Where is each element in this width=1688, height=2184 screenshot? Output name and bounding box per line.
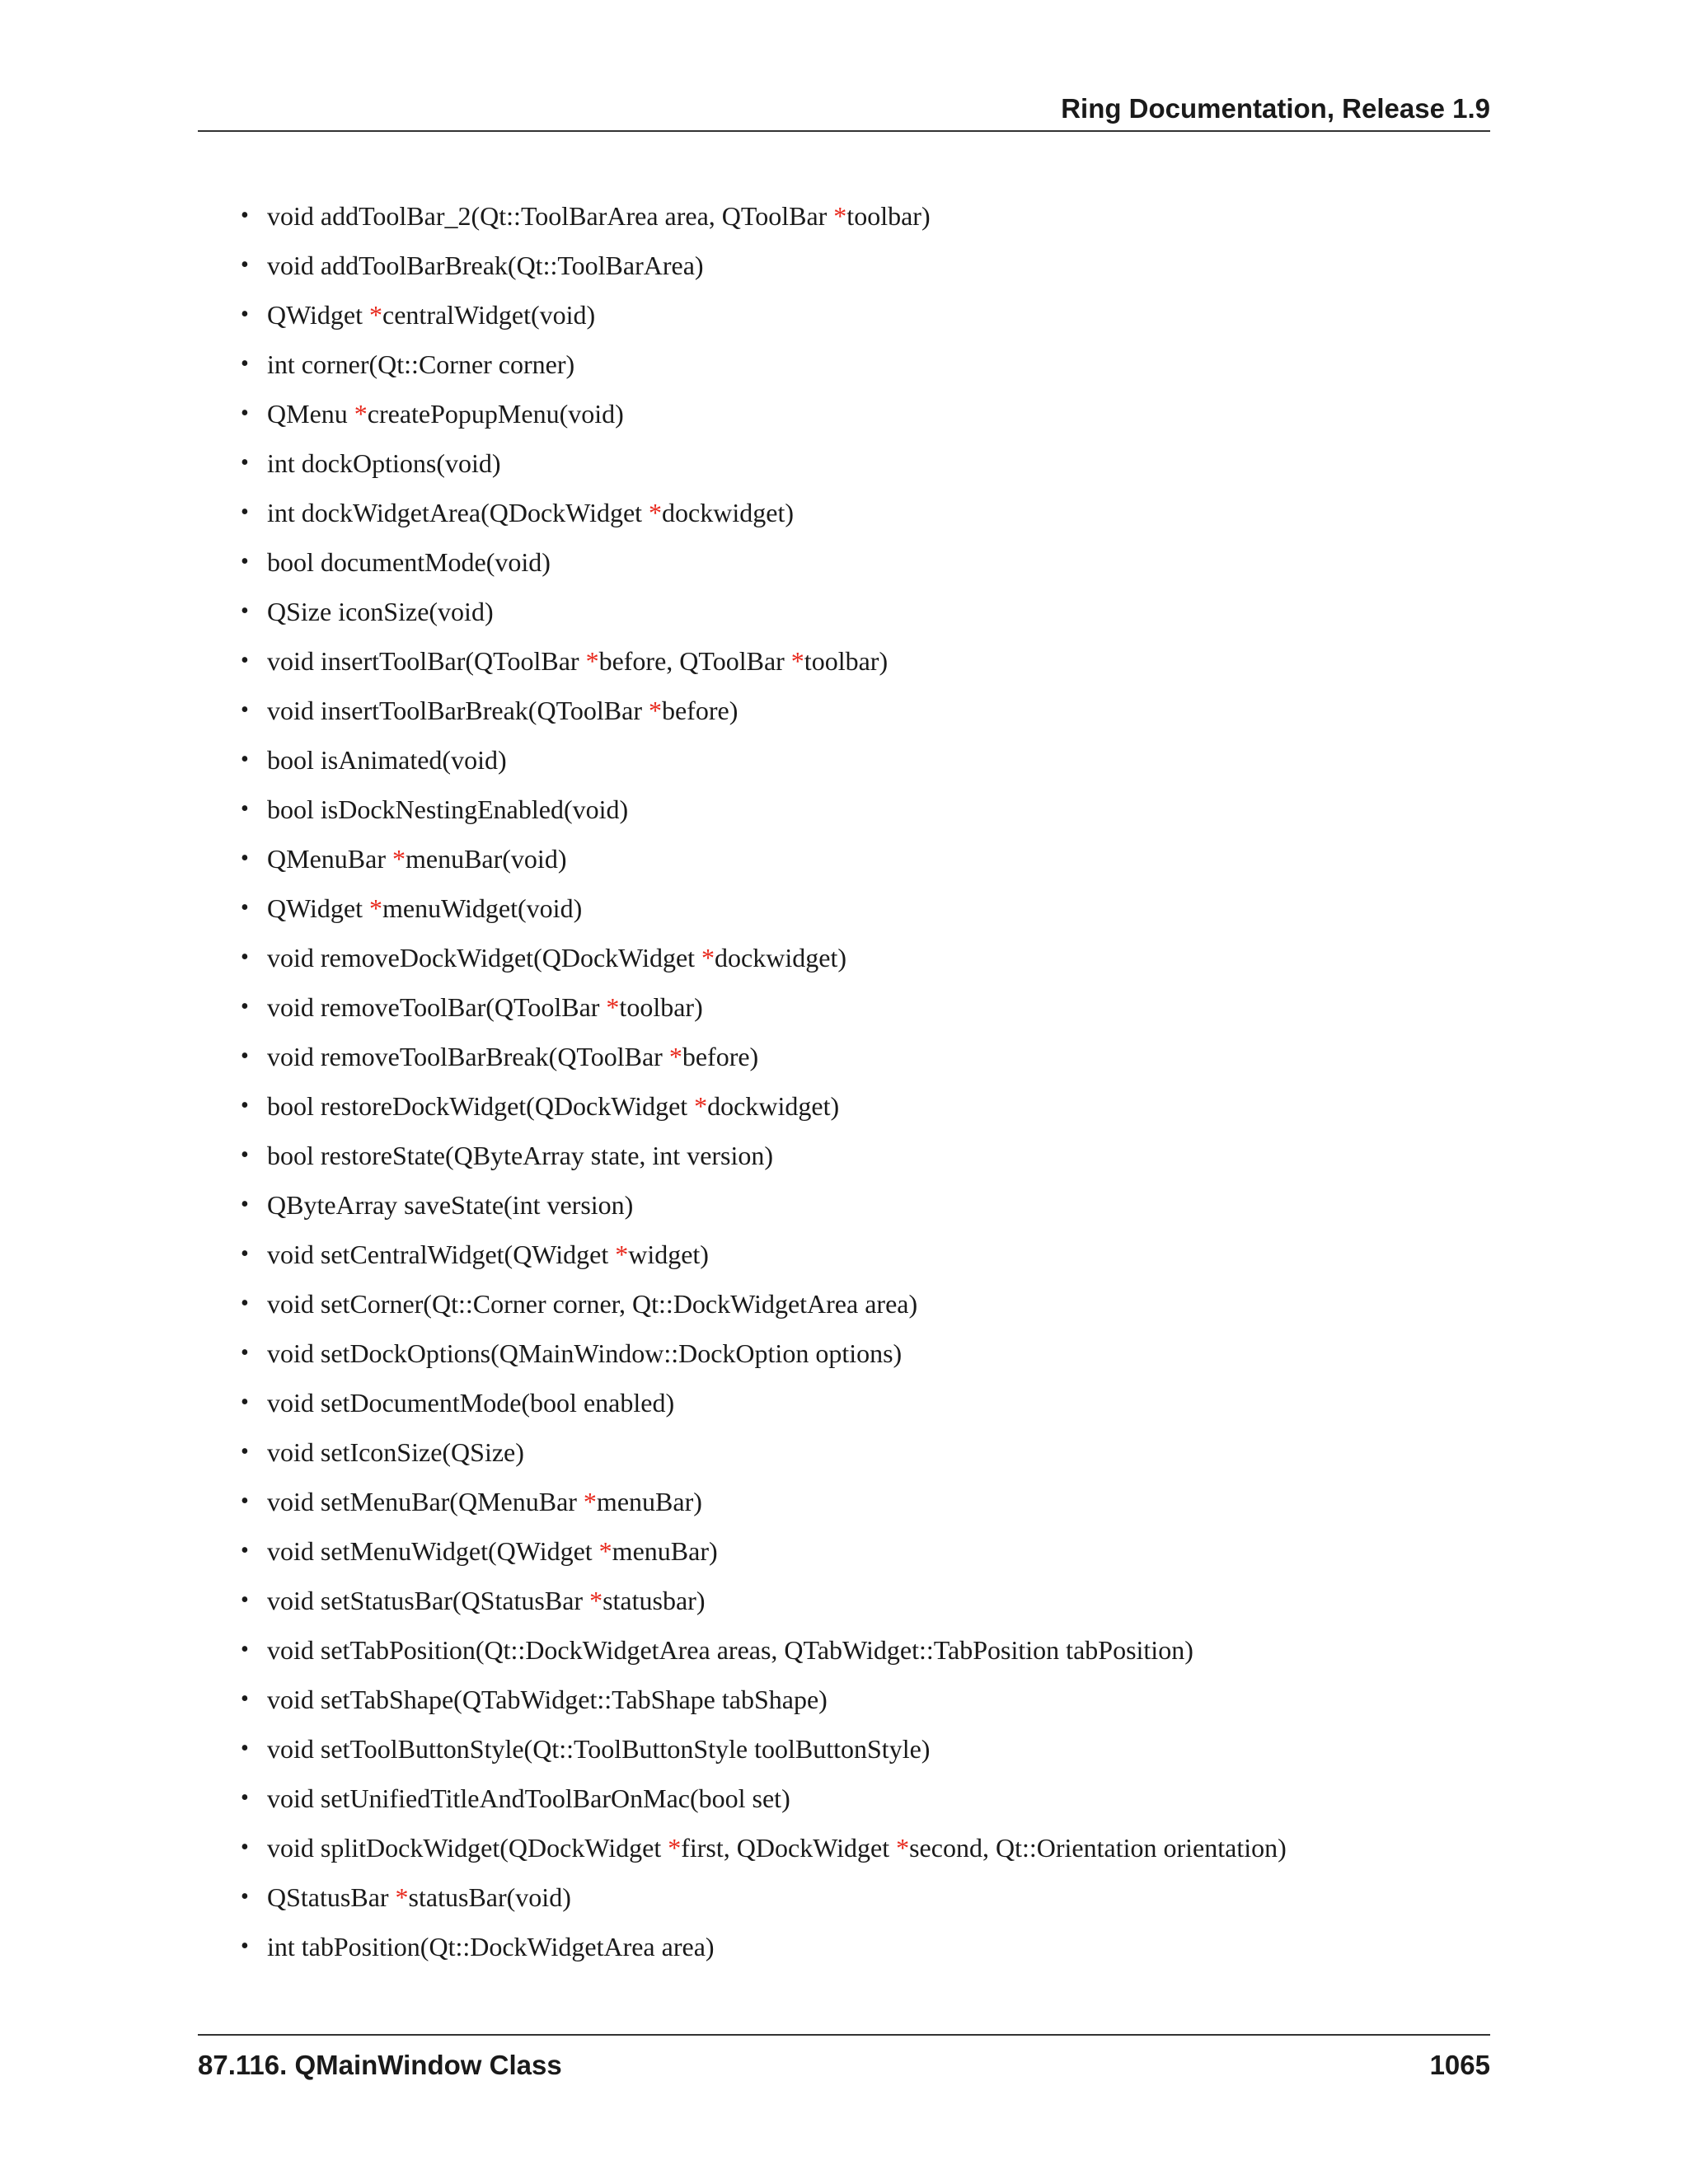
method-signature-text: QSize iconSize(void) [267,597,494,626]
page-number: 1065 [1429,2050,1490,2080]
method-signature-text: void setCentralWidget(QWidget [267,1240,616,1269]
method-list-item [239,1576,1287,1625]
pointer-asterisk: * [583,1487,597,1516]
method-signature-text: void setTabShape(QTabWidget::TabShape tabShape) [267,1685,828,1714]
bullet-icon: • [241,1340,249,1366]
method-signature-text: bool restoreState(QByteArray state, int version) [267,1141,774,1170]
bullet-icon: • [241,1587,249,1613]
method-signature-text: QMenuBar [267,844,392,874]
method-signature-text: void setIconSize(QSize) [267,1437,524,1467]
method-list-item [239,1131,1287,1180]
method-signature-text: QByteArray saveState(int version) [267,1190,634,1220]
method-signature-text: createPopupMenu(void) [367,399,624,429]
bullet-icon: • [241,1192,249,1217]
section-title: 87.116. QMainWindow Class [198,2050,562,2080]
method-signature-text: int tabPosition(Qt::DockWidgetArea area) [267,1932,715,1961]
bullet-icon: • [241,1637,249,1662]
method-signature-text: dockwidget) [715,943,846,972]
method-signature-text: menuBar) [596,1487,702,1516]
pointer-asterisk: * [615,1240,629,1269]
page-footer [198,2034,1490,2093]
method-list-item [239,1922,1287,1971]
method-signature-text: int corner(Qt::Corner corner) [267,349,575,379]
bullet-icon: • [241,1043,249,1069]
bullet-icon: • [241,302,249,327]
bullet-icon: • [241,1736,249,1761]
bullet-icon: • [241,598,249,624]
method-signature-text: void setDockOptions(QMainWindow::DockOption options) [267,1338,903,1368]
method-signature-text: statusBar(void) [408,1882,571,1912]
pointer-asterisk: * [694,1091,708,1121]
method-list [239,191,1287,1971]
method-list-item [239,241,1287,290]
method-list-item [239,1477,1287,1526]
bullet-icon: • [241,1488,249,1514]
bullet-icon: • [241,1390,249,1415]
method-list-item [239,389,1287,438]
bullet-icon: • [241,648,249,673]
bullet-icon: • [241,499,249,525]
method-signature-text: void setCorner(Qt::Corner corner, Qt::DockWidgetArea area) [267,1289,918,1319]
method-signature-text: bool restoreDockWidget(QDockWidget [267,1091,695,1121]
method-list-item [239,785,1287,834]
pointer-asterisk: * [369,893,383,923]
method-signature-text: void setTabPosition(Qt::DockWidgetArea areas, QTabWidget::TabPosition tabPosition) [267,1635,1193,1665]
bullet-icon: • [241,1884,249,1910]
method-list-item [239,933,1287,982]
method-signature-text: void setMenuBar(QMenuBar [267,1487,584,1516]
pointer-asterisk: * [701,943,715,972]
method-list-item [239,636,1287,686]
method-list-item [239,1230,1287,1279]
method-list-item [239,1774,1287,1823]
method-signature-text: void setToolButtonStyle(Qt::ToolButtonStyle toolButtonStyle) [267,1734,931,1764]
bullet-icon: • [241,1093,249,1118]
method-signature-text: before) [661,696,738,725]
method-signature-text: void removeDockWidget(QDockWidget [267,943,702,972]
method-list-item [239,1081,1287,1131]
method-signature-text: void setUnifiedTitleAndToolBarOnMac(bool set) [267,1783,790,1813]
bullet-icon: • [241,1538,249,1563]
pointer-asterisk: * [833,201,847,231]
bullet-icon: • [241,1142,249,1168]
method-list-item [239,488,1287,537]
bullet-icon: • [241,1835,249,1860]
bullet-icon: • [241,697,249,723]
method-signature-text: QWidget [267,300,370,330]
method-signature-text: first, QDockWidget [681,1833,897,1863]
method-signature-text: dockwidget) [662,498,794,527]
method-signature-text: void setStatusBar(QStatusBar [267,1586,590,1615]
method-signature-text: menuBar) [612,1536,718,1566]
method-signature-text: toolbar) [804,646,889,676]
method-signature-text: int dockOptions(void) [267,448,501,478]
method-signature-text: void insertToolBar(QToolBar [267,646,586,676]
pointer-asterisk: * [589,1586,603,1615]
pointer-asterisk: * [649,498,663,527]
method-list-item [239,834,1287,883]
pointer-asterisk: * [354,399,368,429]
pointer-asterisk: * [392,844,406,874]
method-list-item [239,735,1287,785]
method-list-item [239,883,1287,933]
method-list-item [239,587,1287,636]
bullet-icon: • [241,846,249,871]
bullet-icon: • [241,1241,249,1267]
method-list-item [239,1378,1287,1427]
bullet-icon: • [241,401,249,426]
method-list-item [239,340,1287,389]
method-list-item [239,191,1287,241]
bullet-icon: • [241,796,249,822]
method-signature-text: QWidget [267,893,370,923]
bullet-icon: • [241,203,249,228]
method-signature-text: void addToolBar_2(Qt::ToolBarArea area, QToolBar [267,201,834,231]
method-signature-text: QStatusBar [267,1882,396,1912]
method-list-item [239,1180,1287,1230]
method-signature-text: bool documentMode(void) [267,547,551,577]
method-list-item [239,438,1287,488]
pointer-asterisk: * [369,300,383,330]
method-signature-text: statusbar) [603,1586,706,1615]
method-signature-text: toolbar) [619,992,703,1022]
method-list-item [239,1279,1287,1329]
pointer-asterisk: * [790,646,804,676]
method-signature-text: bool isDockNestingEnabled(void) [267,794,629,824]
method-signature-text: bool isAnimated(void) [267,745,507,775]
pointer-asterisk: * [668,1042,682,1071]
bullet-icon: • [241,1291,249,1316]
method-signature-text: before, QToolBar [598,646,791,676]
bullet-icon: • [241,549,249,574]
bullet-icon: • [241,1686,249,1712]
bullet-icon: • [241,252,249,278]
bullet-icon: • [241,1439,249,1465]
method-signature-text: centralWidget(void) [382,300,596,330]
method-list-item [239,1823,1287,1872]
method-list-item [239,1675,1287,1724]
pointer-asterisk: * [896,1833,910,1863]
bullet-icon: • [241,747,249,772]
method-signature-text: void removeToolBar(QToolBar [267,992,607,1022]
method-signature-text: void setDocumentMode(bool enabled) [267,1388,675,1418]
method-list-item [239,1329,1287,1378]
method-signature-text: widget) [628,1240,709,1269]
pointer-asterisk: * [395,1882,409,1912]
method-signature-text: int dockWidgetArea(QDockWidget [267,498,649,527]
method-list-item [239,1427,1287,1477]
bullet-icon: • [241,895,249,921]
method-list-item [239,982,1287,1032]
method-list-item [239,1872,1287,1922]
pointer-asterisk: * [668,1833,682,1863]
method-list-item [239,1526,1287,1576]
method-signature-text: void addToolBarBreak(Qt::ToolBarArea) [267,251,704,280]
pointer-asterisk: * [585,646,599,676]
method-signature-text: void insertToolBarBreak(QToolBar [267,696,649,725]
pointer-asterisk: * [598,1536,612,1566]
method-signature-text: before) [682,1042,759,1071]
bullet-icon: • [241,351,249,377]
pointer-asterisk: * [606,992,620,1022]
bullet-icon: • [241,450,249,476]
method-signature-text: second, Qt::Orientation orientation) [909,1833,1287,1863]
method-signature-text: QMenu [267,399,354,429]
method-signature-text: menuWidget(void) [382,893,583,923]
method-signature-text: toolbar) [846,201,931,231]
method-list-item [239,686,1287,735]
method-list-item [239,1625,1287,1675]
method-list-item [239,1724,1287,1774]
method-list-item [239,537,1287,587]
method-signature-text: void setMenuWidget(QWidget [267,1536,599,1566]
bullet-icon: • [241,994,249,1019]
method-list-item [239,1032,1287,1081]
bullet-icon: • [241,944,249,970]
bullet-icon: • [241,1933,249,1959]
method-signature-text: void splitDockWidget(QDockWidget [267,1833,668,1863]
method-signature-text: menuBar(void) [405,844,567,874]
document-title: Ring Documentation, Release 1.9 [1061,93,1490,124]
page-header [198,92,1490,132]
pointer-asterisk: * [648,696,662,725]
method-list-item [239,290,1287,340]
method-signature-text: void removeToolBarBreak(QToolBar [267,1042,669,1071]
bullet-icon: • [241,1785,249,1811]
method-signature-text: dockwidget) [707,1091,840,1121]
